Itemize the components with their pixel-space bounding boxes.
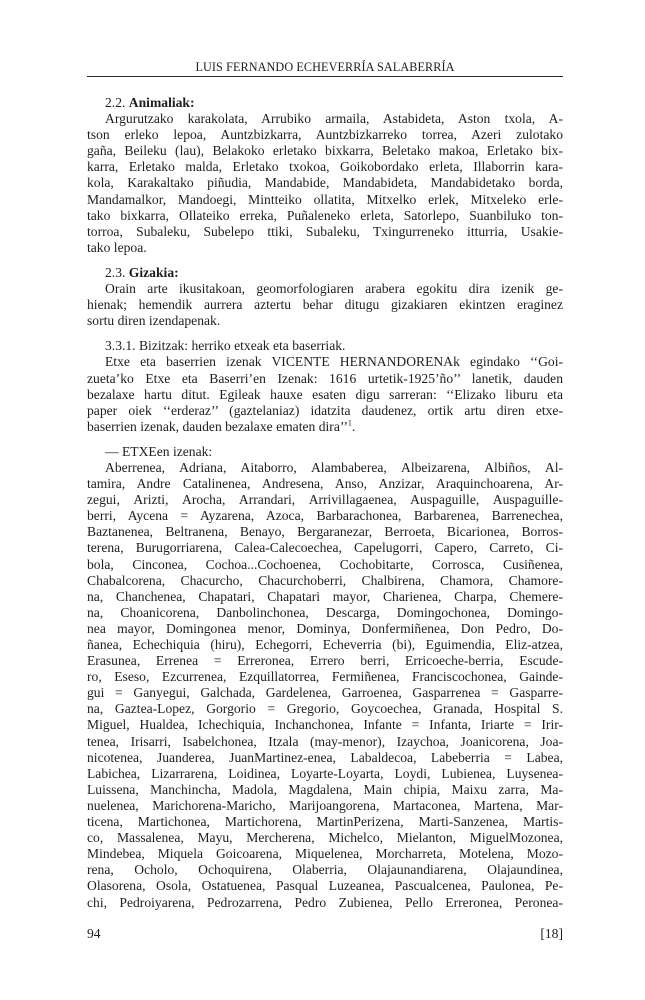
text-line: gaña, Beileku (lau), Belakoko erletako bixkarra, Beletako makoa, Erletako bix- — [87, 143, 563, 159]
text-line: tako bixkarra, Ollateiko erreka, Puñaleneko erleta, Satorlepo, Suanbiluko ton- — [87, 207, 563, 223]
text-line: Labichea, Lizarrarena, Loidinea, Loyarte-Loyarta, Loydi, Lubienea, Luysenea- — [87, 765, 563, 781]
text-line: bola, Cinconea, Cochoa...Cochoenea, Cochobitarte, Corrosca, Cusiñenea, — [87, 556, 563, 572]
page-number: 94 — [87, 926, 101, 941]
text-line: zegui, Arizti, Arocha, Arrandari, Arrivillagaenea, Auspaguille, Auspaguille- — [87, 492, 563, 508]
text-line: kola, Karakaltako piñudia, Mandabide, Mandabideta, Mandabidetako borda, — [87, 175, 563, 191]
text-line: rena, Ocholo, Ochoquirena, Olaberria, Olajaunandiarena, Olajaundinea, — [87, 862, 563, 878]
text-line: Baztanenea, Beltranena, Benayo, Bergaranezar, Berroeta, Bicarionea, Borros- — [87, 524, 563, 540]
text-line: terena, Burugorriarena, Calea-Calecoechea, Capelugorri, Capero, Carreto, Ci- — [87, 540, 563, 556]
footnote-tail: . — [351, 418, 356, 434]
section-number: 2.3. — [105, 264, 126, 280]
text-line: nicotenea, Juanderea, JuanMartinez-enea, Labaldecoa, Labeberria = Labea, — [87, 749, 563, 765]
text-line: ñanea, Echechiquia (hiru), Echegorri, Echeverria (bi), Eguimendia, Eliz-atzea, — [87, 637, 563, 652]
text-line: paper oiek ‘‘erderaz’’ (gaztelaniaz) idatzita daudenez, ortik artu diren etxe- — [87, 402, 563, 418]
section-number: 2.2. — [105, 95, 126, 110]
text-line: Miguel, Hualdea, Ichechiquia, Inchanchonea, Infante = Infanta, Iriarte = Irir- — [87, 717, 563, 733]
text-line: nuelenea, Marichorena-Maricho, Marijoangorena, Martaconea, Martena, Mar- — [87, 797, 563, 813]
section-heading-animaliak — [87, 95, 563, 111]
text-line: Chabalcorena, Chacurcho, Chacurchoberri, Chalbirena, Chamora, Chamore- — [87, 572, 563, 588]
text-line: na, Chanchenea, Chapatari, Chapatari mayor, Charienea, Charpa, Chemere- — [87, 588, 563, 604]
running-head: LUIS FERNANDO ECHEVERRÍA SALABERRÍA — [195, 60, 455, 74]
text-line: ticena, Martichonea, Martichorena, MartinPerizena, Marti-Sanzenea, Martis- — [87, 814, 563, 830]
text-line: Etxe eta baserrien izenak VICENTE HERNANDORENAk egindako ‘‘Goi- — [105, 354, 563, 370]
text-line: karra, Erletako malda, Erletako txokoa, Goikobordako erleta, Illaborrin kara- — [87, 159, 563, 175]
text-line: ro, Eseso, Ezcurrenea, Ezquillatorrea, Fermiñenea, Franciscochonea, Gainde- — [87, 669, 563, 685]
paragraph-gizakia — [87, 281, 563, 329]
text-line: berri, Aycena = Ayzarena, Azoca, Barbarachonea, Barbarenea, Barrenechea, — [87, 508, 563, 524]
header-rule — [87, 76, 563, 77]
text-line: gui = Ganyegui, Galchada, Gardelenea, Garroenea, Gasparrenea = Gasparre- — [87, 685, 563, 701]
text-line: Aberrenea, Adriana, Aitaborro, Alambaberea, Albeizarena, Albiños, Al- — [105, 459, 563, 475]
paragraph-etxeen — [87, 460, 563, 911]
spacer — [87, 256, 563, 265]
text-line: hienak; hemendik aurrera aztertu behar ditugu gizakiaren ekintzen eraginez — [87, 297, 563, 313]
text-line: tenea, Irisarri, Isabelchonea, Itzala (may-menor), Izaychoa, Joanicorena, Joa- — [87, 733, 563, 749]
footnote-marker[interactable]: 1 — [347, 418, 352, 428]
text-line: chi, Pedroiyarena, Pedrozarrena, Pedro Zubienea, Pello Erreronea, Peronea- — [87, 894, 563, 910]
section-heading-gizakia — [87, 265, 563, 281]
text-line: Mindebea, Miquela Goicoarena, Miquelenea, Morcharreta, Motelena, Mozo- — [87, 846, 563, 862]
paragraph-animaliak — [87, 111, 563, 256]
bracket-page-number: [18] — [540, 926, 563, 941]
text-line: co, Massalenea, Mayu, Mercherena, Michelco, Mielanton, MiguelMozonea, — [87, 830, 563, 846]
text-line: tako lepoa. — [87, 239, 147, 255]
paragraph-bizitzak — [87, 354, 563, 434]
text-line: tamira, Andre Catalinenea, Andresena, Anso, Anzizar, Araquinchoarena, Ar- — [87, 476, 563, 492]
text-line-with-footnote — [87, 419, 563, 435]
text-line: Mandamalkor, Mandoegi, Mintteiko ollatita, Mitxelko erlek, Mitxeleko erle- — [87, 191, 563, 207]
text-line: na, Choanicorena, Danbolinchonea, Descarga, Domingochonea, Domingo- — [87, 604, 563, 620]
subsection-heading-bizitzak: 3.3.1. Bizitzak: herriko etxeak eta baserriak. — [105, 338, 346, 354]
text-line: Argurutzako karakolata, Arrubiko armaila, Astabideta, Aston txola, A- — [105, 111, 563, 127]
text-line: nea mayor, Domingonea menor, Dominya, Donfermiñenea, Don Pedro, Do- — [87, 620, 563, 636]
page-body — [87, 95, 563, 911]
spacer — [87, 329, 563, 338]
list-heading-etxeen: — ETXEen izenak: — [105, 443, 213, 459]
text-line: zueta’ko Etxe eta Baserri’en Izenak: 1616 urtetik-1925’ño’’ lanetik, dauden — [87, 370, 563, 386]
text-line: Olasorena, Osola, Ostatuenea, Pasqual Luzeanea, Pascualcenea, Paulonea, Pe- — [87, 878, 563, 894]
text-line: Orain arte ikusitakoan, geomorfologiaren arabera egokitu dira izenik ge- — [105, 281, 563, 297]
text-line: tson erleko lepoa, Auntzbizkarra, Auntzbizkarreko torrea, Azeri zulotako — [87, 127, 563, 143]
text-line: Luissena, Manchincha, Madola, Magdalena, Main chipia, Maixu zarra, Ma- — [87, 781, 563, 797]
text-line: baserrien izenak, dauden bezalaxe ematen dira’’ — [87, 418, 348, 434]
text-line: sortu diren izendapenak. — [87, 313, 221, 329]
text-line: bezalaxe hartu ditut. Egileak hauxe esaten digu sarreran: ‘‘Elizako liburu eta — [87, 386, 563, 402]
text-line: na, Gaztea-Lopez, Gorgorio = Gregorio, Goycoechea, Granada, Hospital S. — [87, 701, 563, 717]
section-title: Gizakia: — [128, 264, 179, 280]
section-title: Animaliak: — [128, 95, 195, 110]
text-line: Erasunea, Errenea = Erreronea, Errero berri, Erricoeche-berria, Escude- — [87, 653, 563, 669]
spacer — [87, 435, 563, 444]
text-line: torroa, Subaleku, Subelepo ttiki, Subaleku, Txingurreneko itturria, Usakie- — [87, 223, 563, 239]
